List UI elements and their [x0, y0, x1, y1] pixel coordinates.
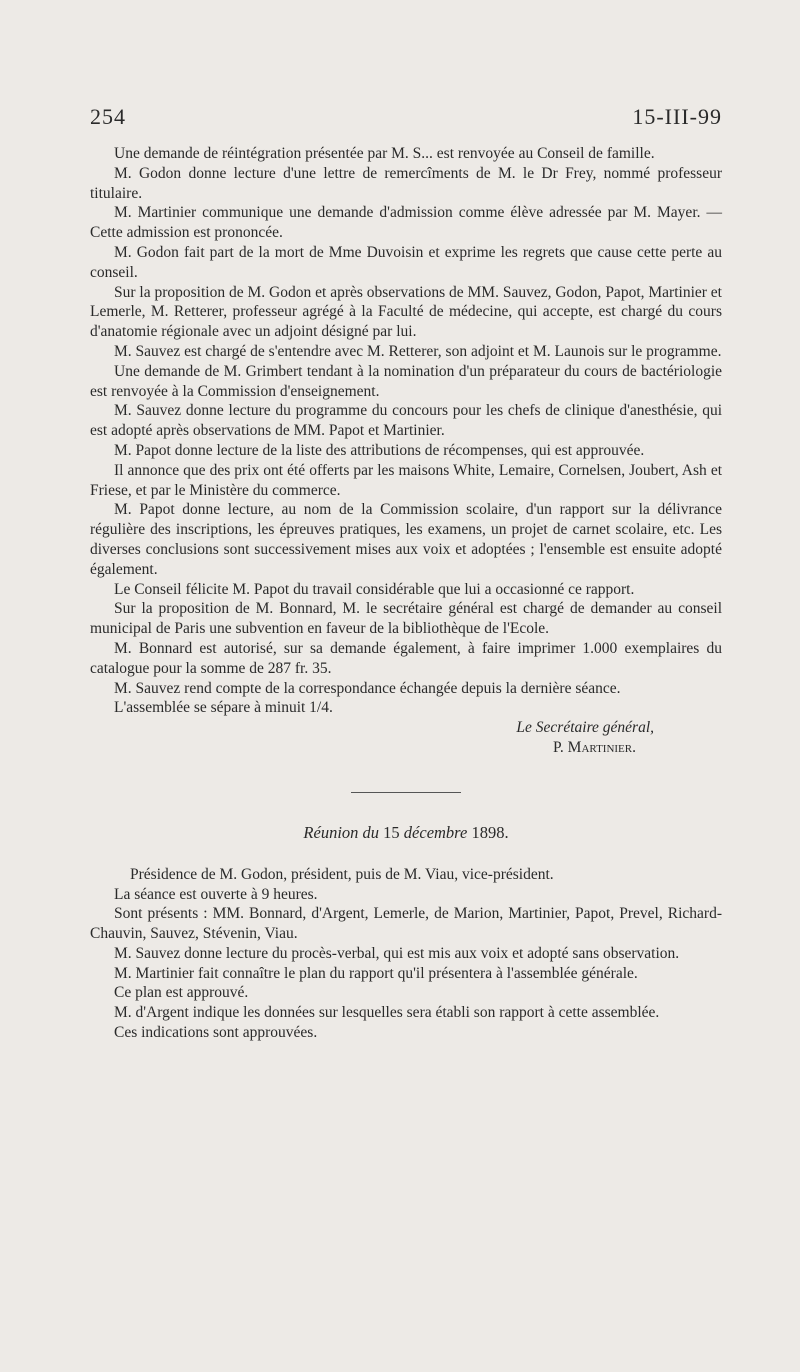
paragraph: M. Godon fait part de la mort de Mme Duvoisin et exprime les regrets que cause cette perte au conseil. — [90, 243, 722, 281]
meeting-title-day: 15 — [383, 822, 400, 842]
paragraph: Ces indications sont approuvées. — [114, 1024, 318, 1042]
signature-name: P. Martinier. — [553, 738, 636, 756]
paragraph: Sont présents : MM. Bonnard, d'Argent, Lemerle, de Marion, Martinier, Papot, Prevel, Richard-Chauvin, Sauvez, Stévenin, Viau. — [90, 905, 722, 943]
meeting-title — [90, 823, 722, 843]
paragraph: Il annonce que des prix ont été offerts par les maisons White, Lemaire, Cornelsen, Joubert, Ash et Friese, et par le Ministère du commerce. — [90, 461, 722, 499]
paragraph: M. Bonnard est autorisé, sur sa demande également, à faire imprimer 1.000 exemplaires du catalogue pour la somme de 287 fr. 35. — [90, 639, 722, 677]
meeting-title-prefix: Réunion du — [303, 822, 380, 842]
paragraph: Une demande de M. Grimbert tendant à la nomination d'un préparateur du cours de bactériologie est renvoyée à la Commission d'enseignement. — [90, 362, 722, 400]
paragraph: M. Sauvez donne lecture du procès-verbal, qui est mis aux voix et adopté sans observation. — [114, 944, 680, 962]
paragraph: Le Conseil félicite M. Papot du travail considérable que lui a occasionné ce rapport. — [114, 580, 635, 598]
meeting-title-year: 1898. — [471, 822, 509, 842]
signature-block — [90, 718, 722, 758]
paragraph: M. Sauvez rend compte de la correspondance échangée depuis la dernière séance. — [114, 679, 621, 697]
paragraph: M. Sauvez donne lecture du programme du concours pour les chefs de clinique d'anesthésie, qui est adopté après observations de MM. Papot et Martinier. — [90, 402, 722, 440]
meeting-title-month: décembre — [403, 822, 468, 842]
paragraph: La séance est ouverte à 9 heures. — [114, 885, 318, 903]
paragraph: M. Papot donne lecture de la liste des attributions de récompenses, qui est approuvée. — [114, 441, 645, 459]
paragraph: Présidence de M. Godon, président, puis de M. Viau, vice-président. — [130, 865, 554, 883]
page-number: 254 — [90, 104, 126, 129]
minutes-body — [90, 144, 722, 718]
paragraph: L'assemblée se sépare à minuit 1/4. — [114, 699, 333, 717]
paragraph: Sur la proposition de M. Bonnard, M. le secrétaire général est chargé de demander au conseil municipal de Paris une subvention en faveur de la bibliothèque de l'Ecole. — [90, 600, 722, 638]
header-date: 15-III-99 — [632, 104, 722, 129]
page-header — [90, 104, 722, 130]
paragraph: M. Martinier fait connaître le plan du rapport qu'il présentera à l'assemblée générale. — [114, 964, 638, 982]
signature-role: Le Secrétaire général, — [516, 719, 654, 737]
document-page — [90, 104, 722, 1043]
paragraph: M. Papot donne lecture, au nom de la Commission scolaire, d'un rapport sur la délivrance régulière des inscriptions, les épreuves pratiques, les examens, un projet de carnet scolaire, etc. Les diverses conclusions sont successivement mises aux voix et adoptées ; l'ensemble est ensuite adopté également. — [90, 501, 722, 578]
meeting-body — [90, 865, 722, 1043]
paragraph: Sur la proposition de M. Godon et après observations de MM. Sauvez, Godon, Papot, Martinier et Lemerle, M. Retterer, professeur agrégé à la Faculté de médecine, qui accepte, est chargé du cours d'anatomie régionale avec un adjoint désigné par lui. — [90, 283, 722, 341]
paragraph: M. Godon donne lecture d'une lettre de remercîments de M. le Dr Frey, nommé professeur titulaire. — [90, 164, 722, 202]
paragraph: M. d'Argent indique les données sur lesquelles sera établi son rapport à cette assemblée. — [114, 1004, 660, 1022]
paragraph: M. Sauvez est chargé de s'entendre avec M. Retterer, son adjoint et M. Launois sur le programme. — [114, 342, 722, 360]
paragraph: Ce plan est approuvé. — [114, 984, 249, 1002]
section-divider — [351, 792, 461, 793]
paragraph: M. Martinier communique une demande d'admission comme élève adressée par M. Mayer. — Cette admission est prononcée. — [90, 204, 722, 242]
paragraph: Une demande de réintégration présentée par M. S... est renvoyée au Conseil de famille. — [114, 145, 655, 162]
